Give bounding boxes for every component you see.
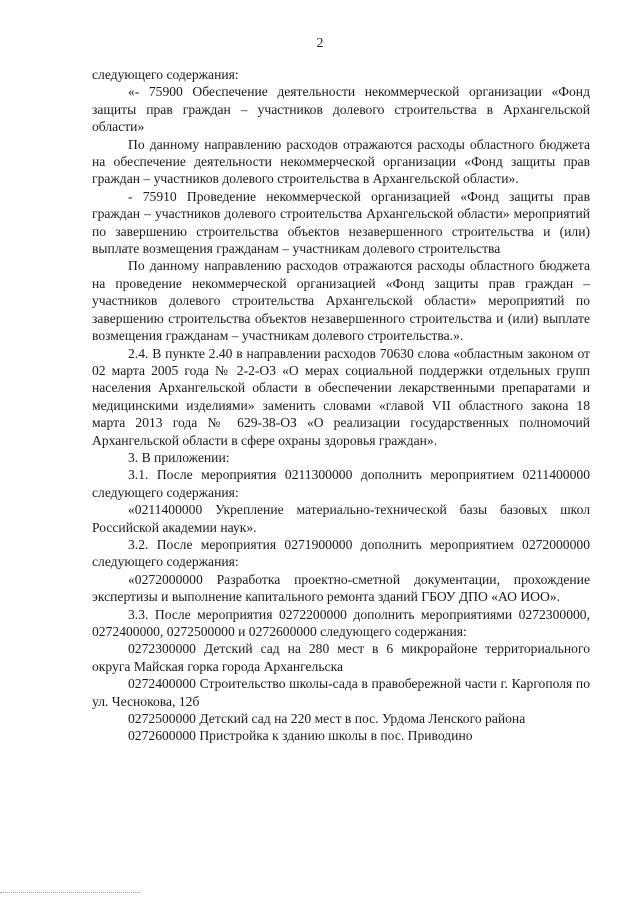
paragraph: По данному направлению расходов отражаются расходы областного бюджета на проведение некоммерческой организацией «Фонд защиты прав граждан – участников долевого строительства Архангельской области» мероприятий по завершению строительства объектов незавершенного строительства и (или) выплате возмещения гражданам – участникам долевого строительства.». xyxy=(92,258,590,344)
paragraph: 2.4. В пункте 2.40 в направлении расходов 70630 слова «областным законом от 02 марта 2005 года № 2-2-ОЗ «О мерах социальной поддержки отдельных групп населения Архангельской области в обеспечении лекарственными препаратами и медицинскими изделиями» заменить словами «главой VII областного закона 18 марта 2013 года № 629-38-ОЗ «О реализации государственных полномочий Архангельской области в сфере охраны здоровья граждан». xyxy=(92,345,590,448)
paragraph: По данному направлению расходов отражаются расходы областного бюджета на обеспечение деятельности некоммерческой организации «Фонд защиты прав граждан – участников долевого строительства в Архангельской области». xyxy=(92,136,590,187)
paragraph: «0272000000 Разработка проектно-сметной документации, прохождение экспертизы и выполнение капитального ремонта зданий ГБОУ ДПО «АО ИОО». xyxy=(92,571,590,605)
paragraph: 0272400000 Строительство школы-сада в правобережной части г. Каргополя по ул. Чеснокова, 12б xyxy=(92,676,590,709)
paragraph: 3.1. После мероприятия 0211300000 дополнить мероприятием 0211400000 следующего содержания: xyxy=(92,467,590,500)
document-body xyxy=(92,66,590,745)
paragraph: 3. В приложении: xyxy=(128,449,230,465)
paragraph: «0211400000 Укрепление материально-технической базы базовых школ Российской академии наук». xyxy=(92,502,590,535)
paragraph: 0272300000 Детский сад на 280 мест в 6 микрорайоне территориального округа Майская горка города Архангельска xyxy=(92,641,590,674)
paragraph: 3.3. После мероприятия 0272200000 дополнить мероприятиями 0272300000, 0272400000, 0272500000 и 0272600000 следующего содержания: xyxy=(92,606,590,639)
paragraph: 3.2. После мероприятия 0271900000 дополнить мероприятием 0272000000 следующего содержания: xyxy=(92,536,590,570)
footer-divider xyxy=(0,892,140,893)
paragraph: 0272500000 Детский сад на 220 мест в пос. Урдома Ленского района xyxy=(128,711,526,727)
paragraph: - 75910 Проведение некоммерческой организацией «Фонд защиты прав граждан – участников долевого строительства Архангельской области» мероприятий по завершению строительства объектов незавершенного строительства и (или) выплате возмещения гражданам – участникам долевого строительства xyxy=(92,188,590,257)
page-number: 2 xyxy=(316,36,324,51)
paragraph: 0272600000 Пристройка к зданию школы в пос. Приводино xyxy=(128,728,473,744)
paragraph: «- 75900 Обеспечение деятельности некоммерческой организации «Фонд защиты прав граждан – участников долевого строительства в Архангельской области» xyxy=(92,84,590,135)
paragraph: следующего содержания: xyxy=(92,67,239,82)
